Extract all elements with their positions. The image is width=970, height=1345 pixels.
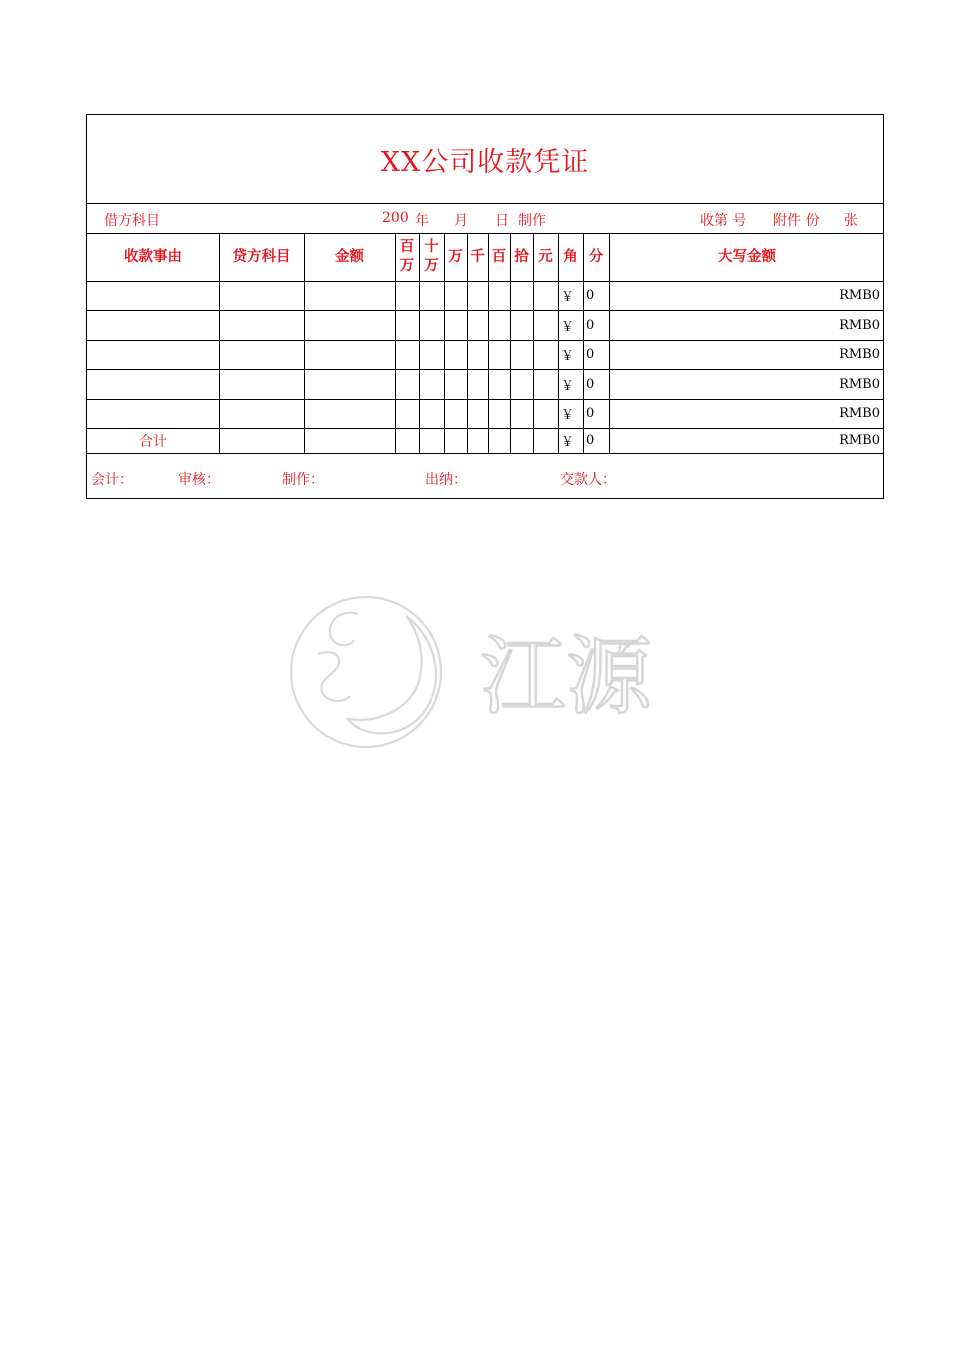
rmb-value: RMB0: [839, 288, 880, 303]
divider: [87, 453, 883, 454]
rmb-value: RMB0: [839, 376, 880, 392]
rmb-value: RMB0: [839, 406, 880, 421]
header-digit-yuan: 元: [538, 248, 553, 265]
rmb-value: RMB0: [839, 317, 880, 333]
fen-value: 0: [586, 376, 595, 392]
watermark-text: 江源: [480, 627, 652, 727]
yen-symbol: ￥: [561, 435, 575, 450]
yen-symbol: ￥: [561, 349, 575, 364]
divider: [87, 203, 883, 204]
watermark-ring: [291, 597, 441, 747]
divider: [87, 281, 883, 282]
sheets-label: 张: [844, 213, 858, 229]
review-label: 审核：: [178, 472, 220, 488]
voucher-title: XX公司收款凭证: [380, 147, 590, 178]
divider: [87, 340, 883, 341]
fen-value: 0: [586, 288, 595, 303]
made-label: 制作: [518, 213, 546, 229]
year-label: 年: [415, 213, 429, 229]
header-digit-ten: 拾: [514, 248, 529, 265]
header-reason: 收款事由: [124, 248, 182, 265]
header-digit-hundred: 百: [491, 248, 507, 265]
year-prefix: 200: [382, 210, 409, 226]
maker-label: 制作：: [282, 472, 324, 488]
month-label: 月: [454, 213, 468, 229]
watermark-logo: [288, 594, 688, 754]
yen-symbol: ￥: [561, 378, 575, 394]
header-upper-amount: 大写金额: [718, 248, 776, 265]
cashier-label: 出纳：: [425, 472, 467, 488]
rmb-value: RMB0: [839, 347, 880, 362]
header-digit-ten-thousand: 万: [448, 248, 463, 265]
fen-value: 0: [586, 347, 595, 362]
debit-account-label: 借方科目: [104, 213, 160, 229]
header-digit-million: 百万: [399, 239, 415, 274]
header-digit-hundred-thousand: 十万: [424, 239, 439, 274]
accounting-label: 会计：: [91, 472, 133, 488]
header-digit-jiao: 角: [563, 248, 578, 265]
header-digit-fen: 分: [588, 248, 604, 265]
rmb-value: RMB0: [839, 433, 880, 448]
receipt-voucher: [86, 114, 884, 499]
yen-symbol: ￥: [561, 408, 575, 423]
divider: [87, 369, 883, 370]
fen-value: 0: [586, 317, 595, 333]
yen-symbol: ￥: [561, 319, 575, 335]
total-label: 合计: [139, 433, 167, 450]
watermark-swirl: [318, 652, 350, 701]
fen-value: 0: [586, 406, 595, 421]
watermark-crescent: [348, 616, 436, 733]
divider: [87, 399, 883, 400]
header-digit-thousand: 千: [470, 248, 485, 265]
attachment-label: 附件 份: [773, 213, 820, 229]
header-credit-account: 贷方科目: [232, 248, 291, 265]
day-label: 日: [495, 213, 509, 229]
header-amount: 金额: [335, 248, 364, 265]
fen-value: 0: [586, 433, 595, 448]
receipt-no-label: 收第 号: [700, 213, 747, 229]
divider: [87, 310, 883, 311]
payer-label: 交款人：: [560, 472, 616, 488]
watermark-swirl: [330, 613, 358, 646]
yen-symbol: ￥: [561, 290, 575, 305]
